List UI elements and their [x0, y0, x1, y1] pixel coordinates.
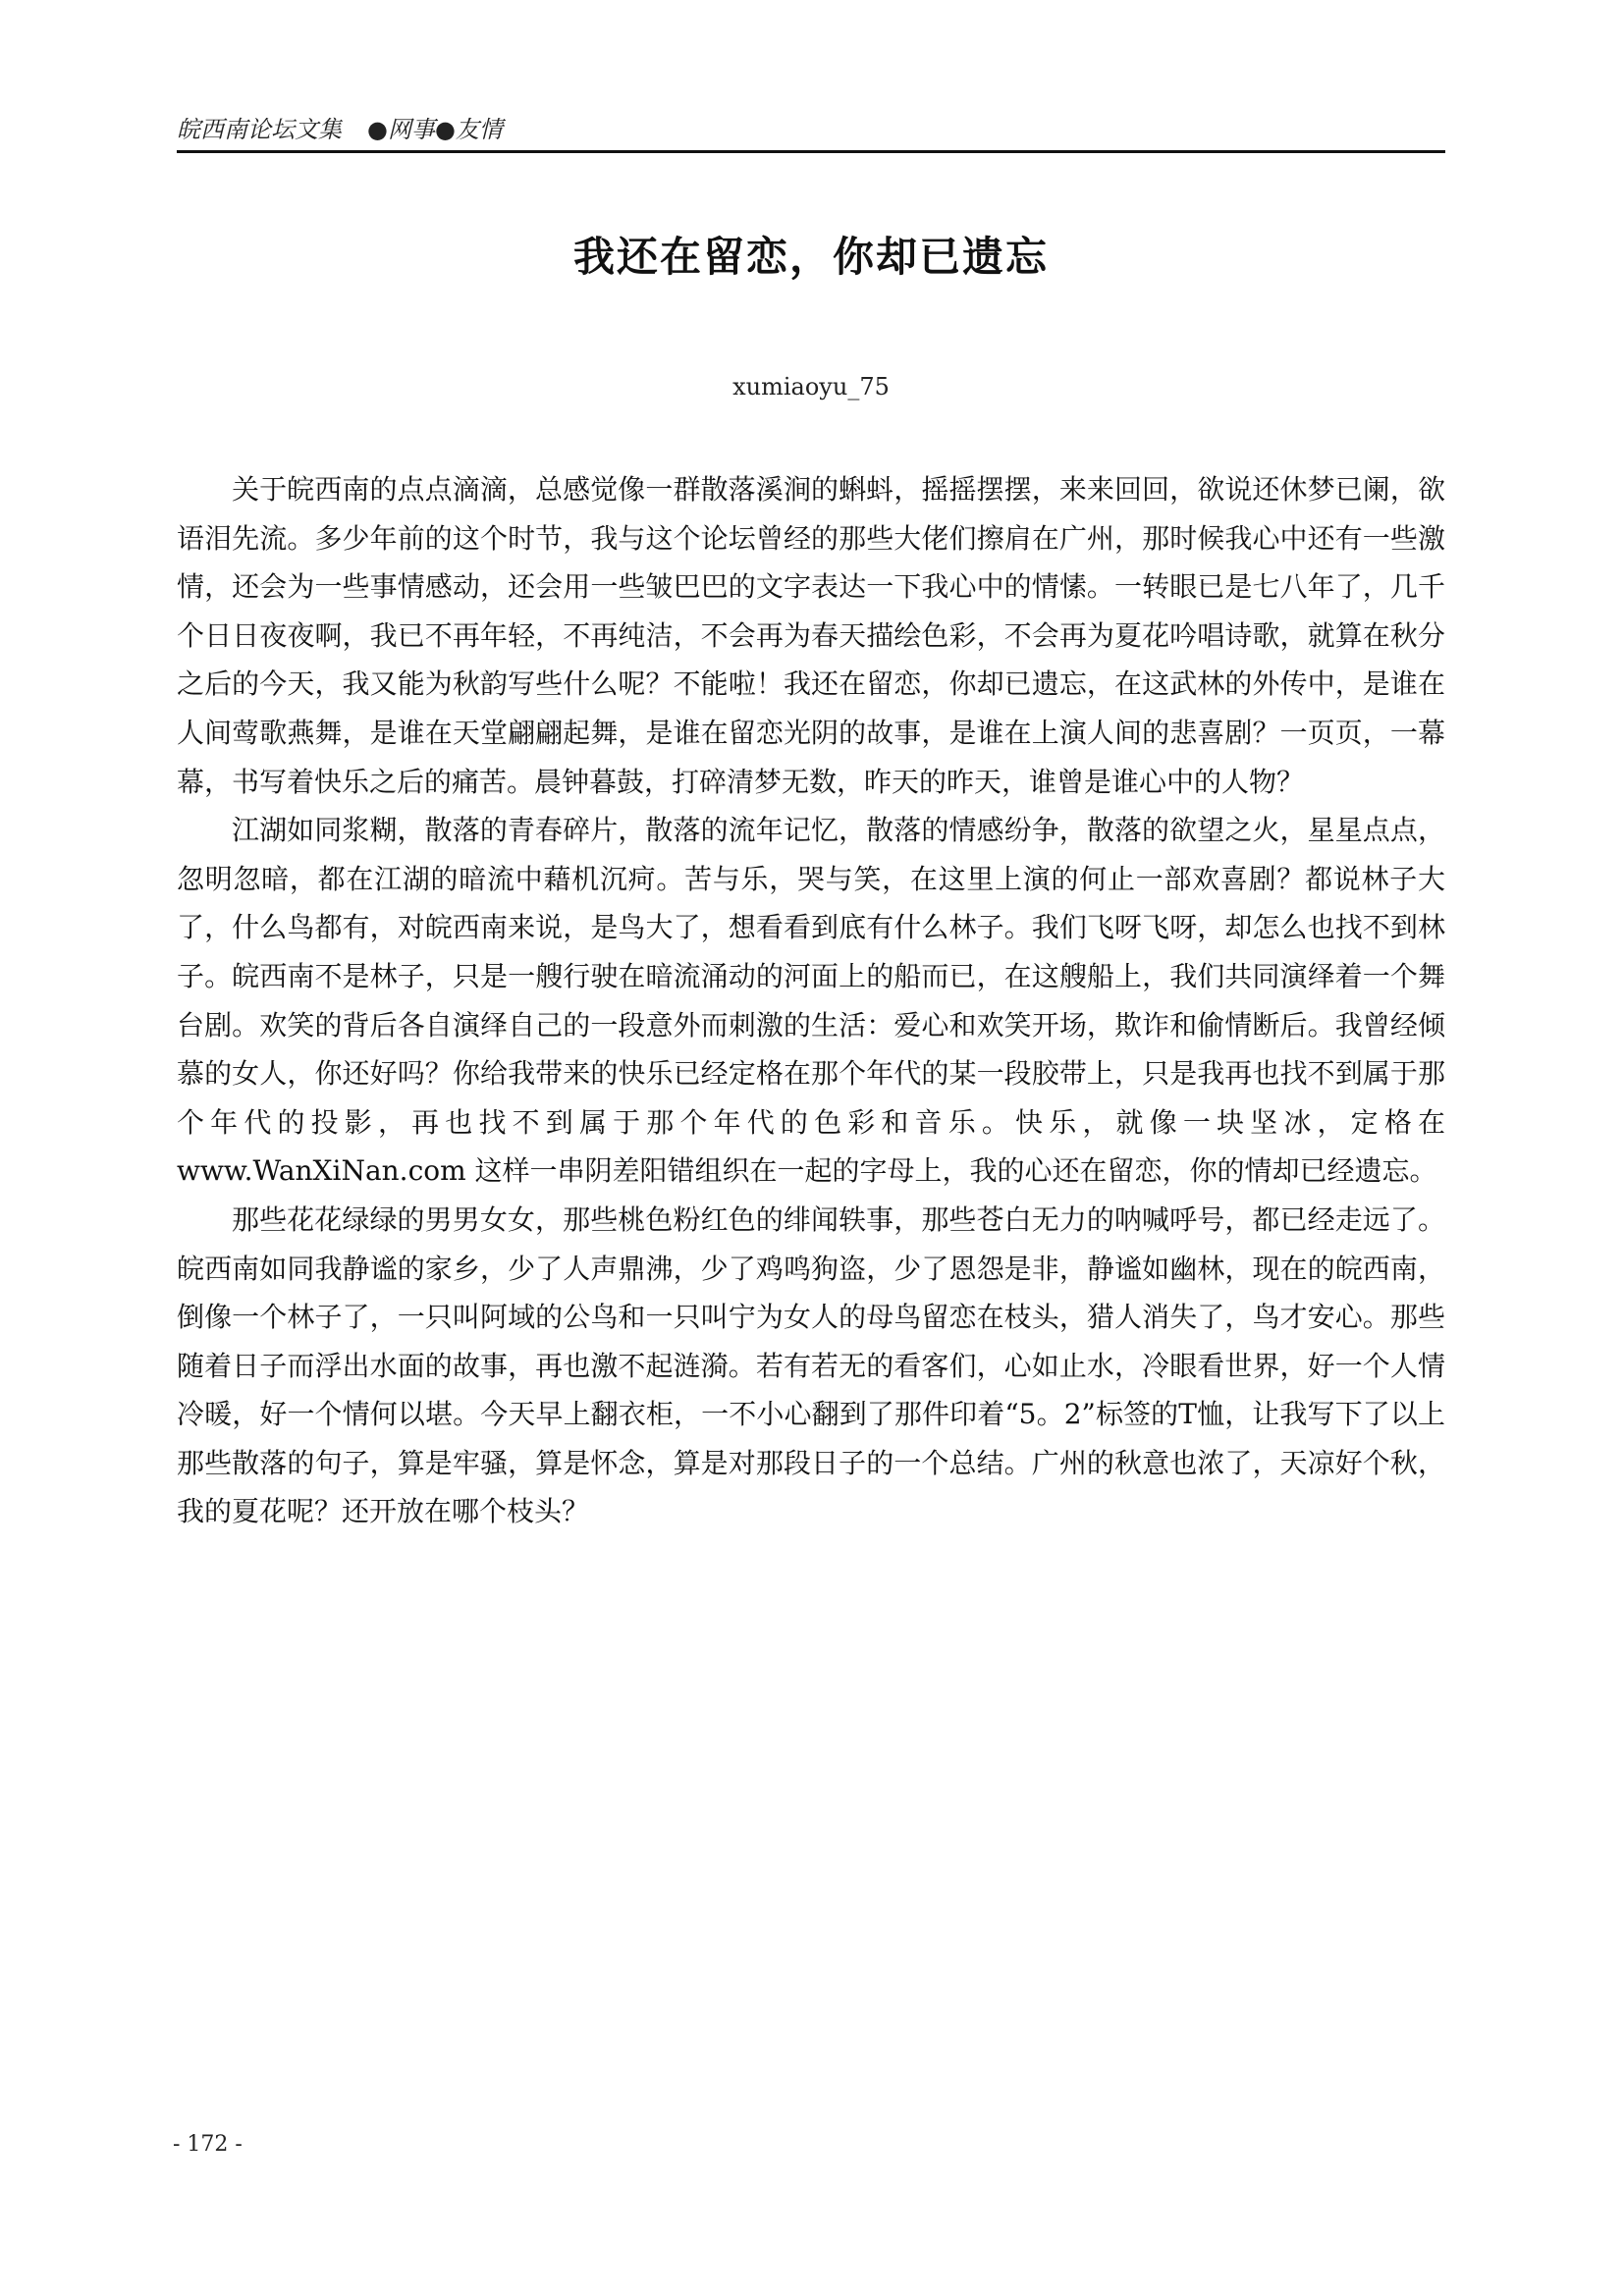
page-number: - 172 -: [173, 2132, 243, 2157]
header-divider: [177, 150, 1445, 153]
running-header: [177, 114, 1443, 145]
paragraph-1: 关于皖西南的点点滴滴，总感觉像一群散落溪涧的蝌蚪，摇摇摆摆，来来回回，欲说还休梦已阑，欲语泪先流。多少年前的这个时节，我与这个论坛曾经的那些大佬们擦肩在广州，那时候我心中还有一些激情，还会为一些事情感动，还会用一些皱巴巴的文字表达一下我心中的情愫。一转眼已是七八年了，几千个日日夜夜啊，我已不再年轻，不再纯洁，不会再为春天描绘色彩，不会再为夏花吟唱诗歌，就算在秋分之后的今天，我又能为秋韵写些什么呢？不能啦！我还在留恋，你却已遗忘，在这武林的外传中，是谁在人间莺歌燕舞，是谁在天堂翩翩起舞，是谁在留恋光阴的故事，是谁在上演人间的悲喜剧？一页页，一幕幕，书写着快乐之后的痛苦。晨钟暮鼓，打碎清梦无数，昨天的昨天，谁曾是谁心中的人物？: [177, 473, 1445, 798]
article-author: xumiaoyu_75: [732, 373, 890, 400]
collection-name: 皖西南论坛文集: [177, 116, 342, 143]
paragraph-3: 那些花花绿绿的男男女女，那些桃色粉红色的绯闻轶事，那些苍白无力的呐喊呼号，都已经走远了。皖西南如同我静谧的家乡，少了人声鼎沸，少了鸡鸣狗盗，少了恩怨是非，静谧如幽林，现在的皖西南，倒像一个林子了，一只叫阿域的公鸟和一只叫宁为女人的母鸟留恋在枝头，猎人消失了，鸟才安心。那些随着日子而浮出水面的故事，再也激不起涟漪。若有若无的看客们，心如止水，冷眼看世界，好一个人情冷暖，好一个情何以堪。今天早上翻衣柜，一不小心翻到了那件印着“5。2”标签的T恤，让我写下了以上那些散落的句子，算是牢骚，算是怀念，算是对那段日子的一个总结。广州的秋意也浓了，天凉好个秋，我的夏花呢？还开放在哪个枝头？: [177, 1202, 1445, 1528]
article-body: [177, 465, 1445, 1536]
article-title: 我还在留恋，你却已遗忘: [572, 233, 1049, 281]
section-label-friendship: ●友情: [434, 116, 503, 143]
paragraph-2: 江湖如同浆糊，散落的青春碎片，散落的流年记忆，散落的情感纷争，散落的欲望之火，星星点点，忽明忽暗，都在江湖的暗流中藉机沉疴。苦与乐，哭与笑，在这里上演的何止一部欢喜剧？都说林子大了，什么鸟都有，对皖西南来说，是鸟大了，想看看到底有什么林子。我们飞呀飞呀，却怎么也找不到林子。皖西南不是林子，只是一艘行驶在暗流涌动的河面上的船而已，在这艘船上，我们共同演绎着一个舞台剧。欢笑的背后各自演绎自己的一段意外而刺激的生活：爱心和欢笑开场，欺诈和偷情断后。我曾经倾慕的女人，你还好吗？你给我带来的快乐已经定格在那个年代的某一段胶带上，只是我再也找不到属于那个年代的投影，再也找不到属于那个年代的色彩和音乐。快乐，就像一块坚冰，定格在 www.WanXiNan.com 这样一串阴差阳错组织在一起的字母上，我的心还在留恋，你的情却已经遗忘。: [177, 814, 1445, 1188]
section-label-web: ●网事: [367, 116, 435, 143]
